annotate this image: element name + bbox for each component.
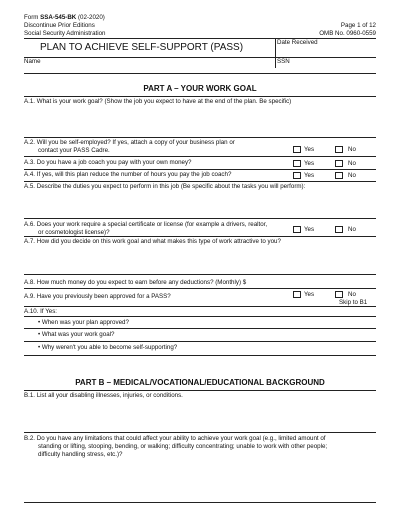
a10-approved-field[interactable] [150, 318, 370, 326]
answer-b1-field[interactable] [24, 401, 376, 431]
question-b2 [24, 435, 376, 458]
form-title: PLAN TO ACHIEVE SELF-SUPPORT (PASS) [40, 42, 244, 53]
skip-to-b1-note: Skip to B1 [339, 299, 368, 306]
name-label: Name [24, 58, 41, 65]
question-a2-line1: A.2. Will you be self-employed? If yes, attach a copy of your business plan or [24, 139, 235, 146]
question-a2-line2: contact your PASS Cadre. [38, 146, 110, 154]
question-b1: B.1. List all your disabling illnesses, injuries, or conditions. [24, 392, 183, 399]
omb-number: OMB No. 0960-0559 [319, 30, 376, 37]
a3-yes-checkbox[interactable] [293, 160, 301, 167]
question-a3: A.3. Do you have a job coach you pay with your own money? [24, 159, 192, 166]
question-a6-line2: or cosmetologist license)? [38, 228, 110, 236]
form-prefix: Form [24, 14, 41, 21]
form-date: (02-2020) [78, 14, 105, 21]
question-a4: A.4. If yes, will this plan reduce the number of hours you pay the job coach? [24, 171, 232, 178]
a6-yes-label: Yes [304, 226, 315, 233]
a8-amount-field[interactable] [270, 277, 370, 285]
question-a9: A.9. Have you previously been approved for a PASS? [24, 293, 171, 300]
a3-yes-label: Yes [304, 160, 315, 167]
question-a1: A.1. What is your work goal? (Show the job you expect to have at the end of the plan. Be specific) [24, 98, 292, 105]
question-a5: A.5. Describe the duties you expect to perform in this job (Be specific about the tasks you will perform): [24, 183, 306, 190]
a6-no-label: No [348, 226, 356, 233]
a4-yes-checkbox[interactable] [293, 172, 301, 179]
a10-bullet-2: • What was your work goal? [38, 331, 115, 338]
a2-no-checkbox[interactable] [335, 146, 343, 153]
question-a2 [24, 139, 284, 155]
a10-work-goal-field[interactable] [150, 330, 370, 338]
ssn-label: SSN [277, 58, 290, 65]
a2-yes-label: Yes [304, 146, 315, 153]
a4-no-checkbox[interactable] [335, 172, 343, 179]
question-a6 [24, 221, 299, 237]
answer-a5-field[interactable] [24, 192, 376, 217]
a4-yes-label: Yes [304, 172, 315, 179]
a2-no-label: No [348, 146, 356, 153]
question-a7: A.7. How did you decide on this work goal and what makes this type of work attractive to you? [24, 238, 281, 245]
question-a8: A.8. How much money do you expect to earn before any deductions? (Monthly) $ [24, 279, 247, 286]
part-a-title: PART A – YOUR WORK GOAL [143, 84, 257, 93]
form-number [24, 14, 105, 22]
question-b2-line1: B.2. Do you have any limitations that could affect your ability to achieve your work goal (e.g., limited amount of [24, 435, 326, 442]
a9-no-label: No [348, 291, 356, 298]
a4-no-label: No [348, 172, 356, 179]
a6-yes-checkbox[interactable] [293, 226, 301, 233]
a3-no-label: No [348, 160, 356, 167]
name-field[interactable] [40, 64, 270, 72]
a10-why-field[interactable] [230, 343, 370, 351]
part-b-title: PART B – MEDICAL/VOCATIONAL/EDUCATIONAL BACKGROUND [75, 378, 325, 387]
ssn-field[interactable] [290, 64, 370, 72]
a9-yes-checkbox[interactable] [293, 291, 301, 298]
a9-yes-label: Yes [304, 291, 315, 298]
answer-a1-field[interactable] [24, 108, 376, 136]
form-id: SSA-545-BK [40, 14, 77, 21]
agency-name: Social Security Administration [24, 30, 106, 37]
answer-b2-field[interactable] [24, 462, 376, 500]
question-a10: A.10. If Yes: [24, 308, 58, 315]
a6-no-checkbox[interactable] [335, 226, 343, 233]
question-b2-line2: standing or lifting, stooping, bending, or walking; difficulty concentrating; unable to work with other people; [38, 442, 328, 450]
discontinue-note: Discontinue Prior Editions [24, 22, 95, 29]
a10-bullet-1: • When was your plan approved? [38, 319, 129, 326]
question-b2-line3: difficulty handling stress, etc.)? [38, 450, 123, 458]
date-received-label: Date Received [277, 39, 318, 46]
question-a6-line1: A.6. Does your work require a special certificate or license (for example a drivers, realtor, [24, 221, 268, 228]
a3-no-checkbox[interactable] [335, 160, 343, 167]
a9-no-checkbox[interactable] [335, 291, 343, 298]
a10-bullet-3: • Why weren't you able to become self-supporting? [38, 344, 178, 351]
a2-yes-checkbox[interactable] [293, 146, 301, 153]
page-info: Page 1 of 12 [340, 22, 376, 29]
answer-a7-field[interactable] [24, 247, 376, 273]
